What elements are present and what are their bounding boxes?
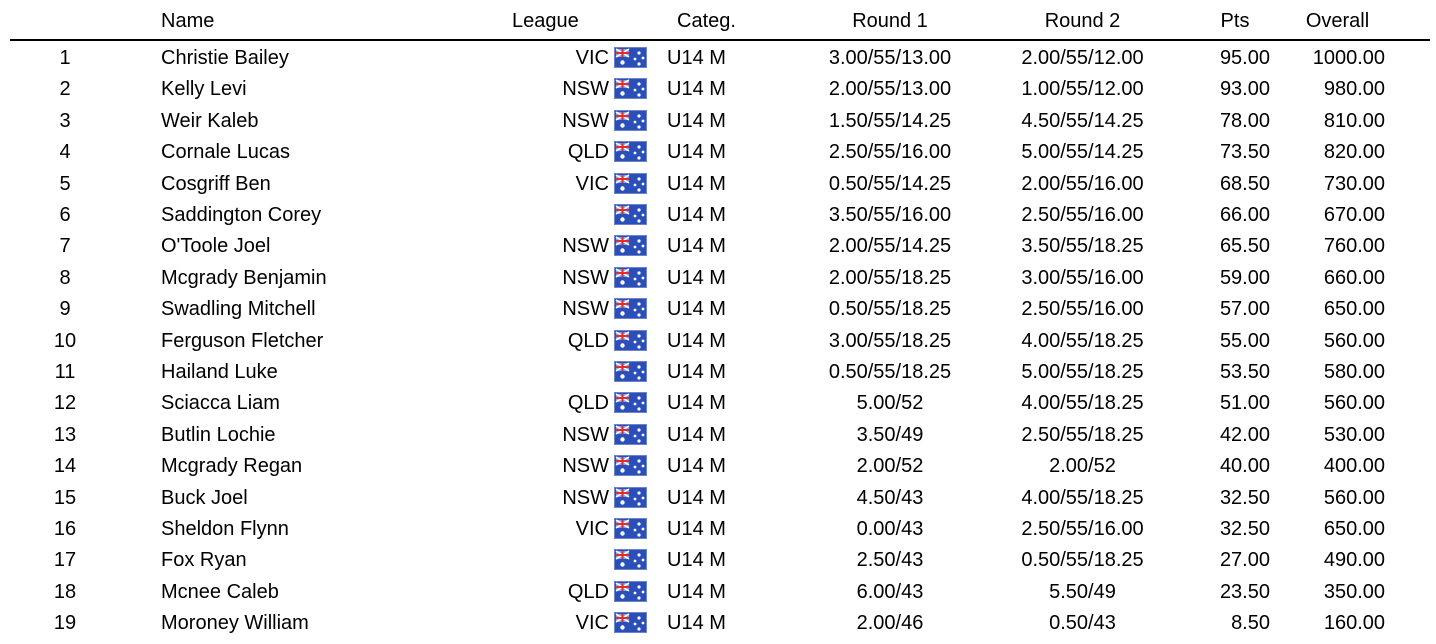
table-row[interactable] (0, 295, 1436, 323)
rank-cell: 13 (53, 423, 77, 446)
round2-cell: 0.50/43 (1049, 612, 1116, 635)
round1-cell: 2.00/52 (856, 455, 924, 478)
table-row[interactable] (0, 546, 1436, 574)
round2-cell: 2.50/55/18.25 (1021, 423, 1144, 446)
australia-flag-icon (614, 232, 654, 260)
category-cell: U14 M (667, 266, 726, 289)
overall-cell: 160.00 (1323, 612, 1385, 635)
athlete-name[interactable]: Weir Kaleb (161, 109, 259, 132)
rank-cell: 11 (54, 361, 76, 383)
header-overall[interactable]: Overall (1305, 10, 1370, 32)
athlete-name[interactable]: Butlin Lochie (161, 423, 276, 446)
round2-cell: 2.50/55/16.00 (1021, 204, 1144, 226)
header-round1[interactable]: Round 1 (852, 10, 928, 32)
rank-cell: 6 (59, 204, 71, 226)
round1-cell: 3.00/55/18.25 (828, 329, 952, 352)
round2-cell: 3.50/55/18.25 (1021, 235, 1144, 258)
athlete-name[interactable]: Ferguson Fletcher (161, 329, 324, 352)
header-divider (10, 39, 1430, 41)
round1-cell: 5.00/52 (856, 392, 924, 415)
round2-cell: 5.00/55/14.25 (1021, 141, 1144, 164)
overall-cell: 350.00 (1323, 580, 1385, 603)
round1-cell: 6.00/43 (856, 580, 924, 603)
pts-cell: 93.00 (1219, 78, 1270, 101)
round1-cell: 1.50/55/14.25 (828, 109, 952, 132)
league-cell: NSW (562, 455, 609, 478)
round2-cell: 2.00/55/12.00 (1021, 47, 1144, 69)
rank-cell: 10 (53, 329, 77, 352)
australia-flag-icon (614, 107, 654, 135)
league-cell: VIC (575, 47, 609, 69)
header-pts[interactable]: Pts (1220, 10, 1250, 32)
round2-cell: 2.50/55/16.00 (1021, 298, 1144, 321)
pts-cell: 55.00 (1219, 329, 1270, 352)
round2-cell: 4.00/55/18.25 (1021, 329, 1144, 352)
round1-cell: 2.00/46 (856, 612, 924, 635)
overall-cell: 1000.00 (1312, 47, 1385, 69)
category-cell: U14 M (667, 423, 726, 446)
round1-cell: 0.00/43 (856, 518, 924, 540)
category-cell: U14 M (667, 109, 726, 132)
round2-cell: 4.00/55/18.25 (1021, 392, 1144, 415)
table-row[interactable] (0, 327, 1436, 355)
rank-cell: 8 (59, 266, 71, 289)
rank-cell: 18 (53, 580, 77, 603)
category-cell: U14 M (667, 78, 726, 101)
round1-cell: 2.00/55/13.00 (828, 78, 952, 101)
round1-cell: 3.50/55/16.00 (828, 204, 952, 226)
round2-cell: 4.50/55/14.25 (1021, 109, 1144, 132)
pts-cell: 57.00 (1219, 298, 1270, 321)
australia-flag-icon (614, 75, 654, 103)
australia-flag-icon (614, 578, 654, 606)
table-row[interactable] (0, 170, 1436, 198)
round2-cell: 2.50/55/16.00 (1021, 518, 1144, 540)
pts-cell: 59.00 (1219, 266, 1270, 289)
rank-cell: 9 (59, 298, 71, 321)
round2-cell: 5.00/55/18.25 (1021, 361, 1144, 383)
pts-cell: 73.50 (1219, 141, 1270, 164)
table-header (0, 7, 1436, 35)
round1-cell: 0.50/55/18.25 (828, 298, 952, 321)
league-cell: QLD (567, 329, 609, 352)
athlete-name[interactable]: Sciacca Liam (161, 392, 280, 415)
overall-cell: 660.00 (1323, 266, 1385, 289)
athlete-name[interactable]: Mcgrady Regan (161, 455, 303, 478)
table-row[interactable] (0, 515, 1436, 543)
overall-cell: 560.00 (1323, 486, 1385, 509)
header-round2[interactable]: Round 2 (1044, 10, 1121, 32)
australia-flag-icon (614, 138, 654, 166)
pts-cell: 95.00 (1219, 47, 1270, 69)
athlete-name[interactable]: Swadling Mitchell (161, 298, 316, 321)
pts-cell: 53.50 (1219, 361, 1270, 383)
league-cell: QLD (567, 580, 609, 603)
overall-cell: 580.00 (1323, 361, 1385, 383)
league-cell: VIC (575, 172, 609, 195)
australia-flag-icon (614, 170, 654, 198)
athlete-name[interactable]: Sheldon Flynn (161, 518, 289, 540)
pts-cell: 68.50 (1219, 172, 1270, 195)
overall-cell: 400.00 (1323, 455, 1385, 478)
league-cell: QLD (567, 141, 609, 164)
round2-cell: 5.50/49 (1049, 580, 1116, 603)
table-row[interactable] (0, 201, 1436, 229)
australia-flag-icon (614, 421, 654, 449)
rank-cell: 2 (59, 78, 71, 101)
category-cell: U14 M (667, 455, 726, 478)
overall-cell: 490.00 (1323, 549, 1385, 572)
overall-cell: 560.00 (1323, 392, 1385, 415)
rank-cell: 15 (53, 486, 77, 509)
australia-flag-icon (614, 484, 654, 512)
league-cell: NSW (562, 266, 609, 289)
overall-cell: 650.00 (1323, 298, 1385, 321)
round1-cell: 2.50/55/16.00 (828, 141, 952, 164)
category-cell: U14 M (667, 235, 726, 258)
overall-cell: 730.00 (1323, 172, 1385, 195)
overall-cell: 820.00 (1323, 141, 1385, 164)
league-cell: NSW (562, 423, 609, 446)
australia-flag-icon (614, 515, 654, 543)
round1-cell: 2.50/43 (856, 549, 924, 572)
table-row[interactable] (0, 389, 1436, 417)
athlete-name[interactable]: Cosgriff Ben (161, 172, 271, 195)
australia-flag-icon (614, 546, 654, 574)
overall-cell: 980.00 (1323, 78, 1385, 101)
pts-cell: 42.00 (1219, 423, 1270, 446)
australia-flag-icon (614, 358, 654, 386)
overall-cell: 810.00 (1323, 109, 1385, 132)
australia-flag-icon (614, 295, 654, 323)
rank-cell: 3 (59, 109, 71, 132)
australia-flag-icon (614, 389, 654, 417)
round1-cell: 0.50/55/14.25 (828, 172, 952, 195)
pts-cell: 51.00 (1219, 392, 1270, 415)
table-row[interactable] (0, 578, 1436, 606)
australia-flag-icon (614, 609, 654, 637)
rank-cell: 19 (53, 612, 77, 635)
table-row[interactable] (0, 75, 1436, 103)
round2-cell: 2.00/52 (1049, 455, 1116, 478)
table-row[interactable] (0, 421, 1436, 449)
overall-cell: 670.00 (1323, 204, 1385, 226)
table-row[interactable] (0, 232, 1436, 260)
overall-cell: 530.00 (1323, 423, 1385, 446)
header-league[interactable]: League (512, 10, 579, 32)
table-row[interactable] (0, 609, 1436, 637)
category-cell: U14 M (667, 298, 726, 321)
round1-cell: 3.00/55/13.00 (828, 47, 952, 69)
category-cell: U14 M (667, 141, 726, 164)
athlete-name[interactable]: Kelly Levi (161, 78, 247, 101)
rank-cell: 14 (53, 455, 77, 478)
australia-flag-icon (614, 44, 654, 72)
round2-cell: 1.00/55/12.00 (1021, 78, 1144, 101)
category-cell: U14 M (667, 580, 726, 603)
table-row[interactable] (0, 358, 1436, 386)
round1-cell: 4.50/43 (856, 486, 924, 509)
league-cell: NSW (562, 235, 609, 258)
league-cell: VIC (575, 518, 609, 540)
pts-cell: 27.00 (1219, 549, 1270, 572)
pts-cell: 8.50 (1231, 612, 1270, 635)
league-cell: VIC (575, 612, 609, 635)
pts-cell: 40.00 (1219, 455, 1270, 478)
league-cell: NSW (562, 298, 609, 321)
category-cell: U14 M (667, 47, 726, 69)
table-row[interactable] (0, 44, 1436, 72)
australia-flag-icon (614, 452, 654, 480)
round2-cell: 3.00/55/16.00 (1021, 266, 1144, 289)
round1-cell: 3.50/49 (856, 423, 924, 446)
round2-cell: 2.00/55/16.00 (1021, 172, 1144, 195)
category-cell: U14 M (667, 486, 726, 509)
category-cell: U14 M (667, 392, 726, 415)
australia-flag-icon (614, 201, 654, 229)
rank-cell: 5 (59, 172, 71, 195)
athlete-name[interactable]: Cornale Lucas (161, 141, 290, 164)
league-cell: NSW (562, 109, 609, 132)
athlete-name[interactable]: O'Toole Joel (161, 235, 271, 258)
athlete-name[interactable]: Hailand Luke (161, 361, 278, 383)
header-name[interactable]: Name (161, 10, 215, 32)
rank-cell: 4 (59, 141, 71, 164)
league-cell: NSW (562, 78, 609, 101)
round1-cell: 0.50/55/18.25 (828, 361, 952, 383)
overall-cell: 650.00 (1323, 518, 1385, 540)
pts-cell: 65.50 (1219, 235, 1270, 258)
australia-flag-icon (614, 327, 654, 355)
table-row[interactable] (0, 107, 1436, 135)
category-cell: U14 M (667, 172, 726, 195)
rank-cell: 17 (53, 549, 77, 572)
category-cell: U14 M (667, 612, 726, 635)
category-cell: U14 M (667, 204, 726, 226)
pts-cell: 23.50 (1219, 580, 1270, 603)
athlete-name[interactable]: Saddington Corey (161, 204, 322, 226)
overall-cell: 760.00 (1323, 235, 1385, 258)
category-cell: U14 M (667, 329, 726, 352)
pts-cell: 32.50 (1219, 518, 1270, 540)
league-cell: QLD (567, 392, 609, 415)
pts-cell: 32.50 (1219, 486, 1270, 509)
athlete-name[interactable]: Christie Bailey (161, 47, 289, 69)
athlete-name[interactable]: Buck Joel (161, 486, 248, 509)
athlete-name[interactable]: Mcnee Caleb (161, 580, 279, 603)
australia-flag-icon (614, 264, 654, 292)
table-row[interactable] (0, 452, 1436, 480)
table-row[interactable] (0, 138, 1436, 166)
athlete-name[interactable]: Moroney William (161, 612, 309, 635)
athlete-name[interactable]: Fox Ryan (161, 549, 247, 572)
league-cell: NSW (562, 486, 609, 509)
table-row[interactable] (0, 264, 1436, 292)
rank-cell: 1 (59, 47, 71, 69)
pts-cell: 78.00 (1219, 109, 1270, 132)
category-cell: U14 M (667, 361, 726, 383)
rank-cell: 12 (53, 392, 77, 415)
category-cell: U14 M (667, 549, 726, 572)
round2-cell: 0.50/55/18.25 (1021, 549, 1144, 572)
header-category[interactable]: Categ. (677, 10, 736, 32)
pts-cell: 66.00 (1219, 204, 1270, 226)
overall-cell: 560.00 (1323, 329, 1385, 352)
category-cell: U14 M (667, 518, 726, 540)
table-row[interactable] (0, 484, 1436, 512)
round1-cell: 2.00/55/14.25 (828, 235, 952, 258)
rank-cell: 7 (59, 235, 71, 258)
athlete-name[interactable]: Mcgrady Benjamin (161, 266, 327, 289)
rank-cell: 16 (53, 518, 77, 540)
round1-cell: 2.00/55/18.25 (828, 266, 952, 289)
round2-cell: 4.00/55/18.25 (1021, 486, 1144, 509)
